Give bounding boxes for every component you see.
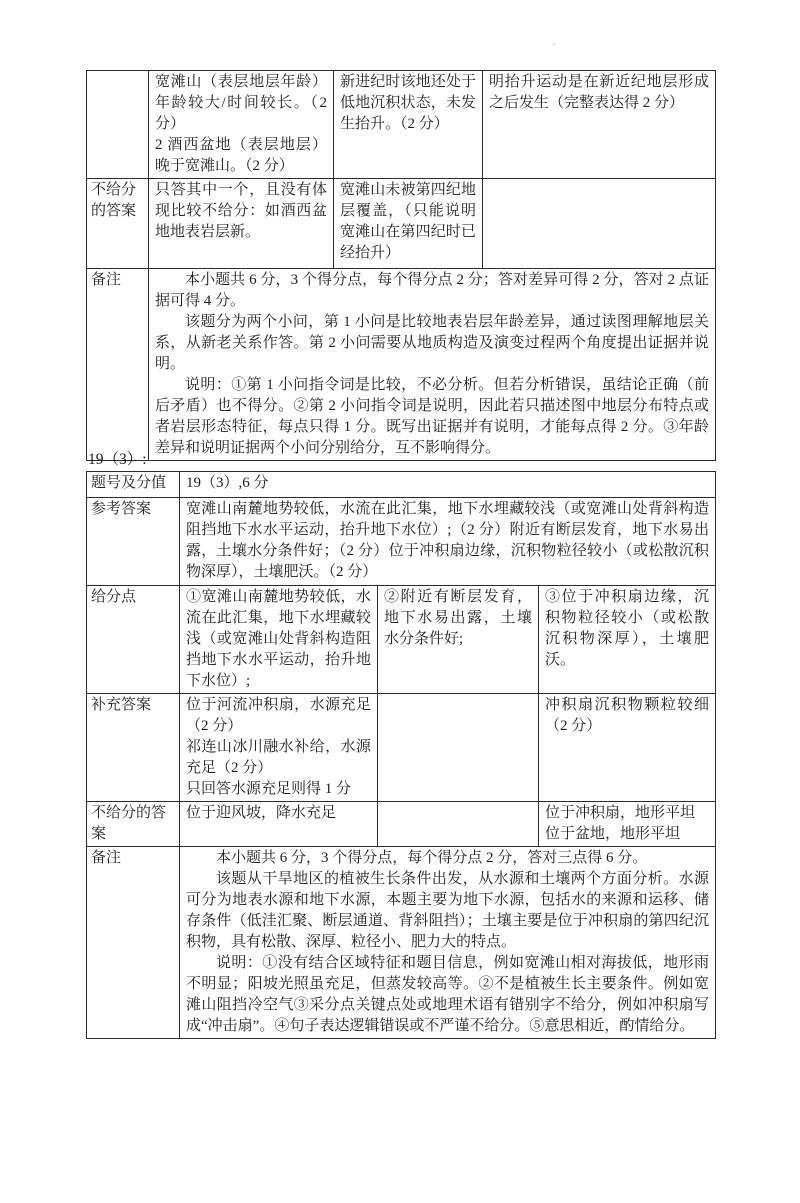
cell-question-info: 19（3）,6 分: [180, 472, 716, 498]
row-label-remark: 备注: [87, 269, 149, 461]
remark-paragraph: 该题分为两个小问，第 1 小问是比较地表岩层年龄差异，通过读图理解地层关系，从新老关系作答。第 2 小问需要从地质构造及演变过程两个角度提出证据并说明。: [155, 314, 709, 372]
supplementary-item: 祁连山冰川融水补给，水源充足（2 分）: [186, 739, 371, 776]
row-label-no-credit: 不给分的答案: [87, 802, 180, 847]
no-credit-item: 位于盆地，地形平坦: [545, 826, 681, 842]
answer-rubric-table-19-3: [86, 471, 716, 1039]
row-label-supplementary: 补充答案: [87, 694, 180, 802]
row-label-question-info: 题号及分值: [87, 472, 180, 498]
cell-remark: [180, 847, 716, 1039]
remark-paragraph: 说明：①没有结合区域特征和题目信息，例如宽滩山相对海拔低，地形雨不明显；阳坡光照虽充足，但蒸发较高等。②不是植被生长主要条件。例如宽滩山阻挡冷空气③采分点关键点处或地理术语有错别字不给分，例如冲积扇写成“冲击扇”。④句子表达逻辑错误或不严谨不给分。⑤意思相近，酌情给分。: [186, 955, 710, 1034]
row-label-scoring-points: 给分点: [87, 586, 180, 694]
supplementary-item: 只回答水源充足则得 1 分: [186, 781, 352, 797]
row-label-remark: 备注: [87, 847, 180, 1039]
cell-no-credit-1: 只答其中一个，且没有体现比较不给分：如酒西盆地地表岩层新。: [149, 179, 334, 269]
row-label-no-credit: 不给分的答案: [87, 179, 149, 269]
table-row-reference-answer: [87, 498, 716, 586]
table-row-remark: [87, 269, 716, 461]
cell-supplementary-1: [180, 694, 378, 802]
table-row-answers: [87, 71, 716, 179]
cell-answer-point-3: 明抬升运动是在新近纪地层形成之后发生（完整表达得 2 分）: [483, 71, 716, 179]
cell-reference-answer: 宽滩山南麓地势较低，水流在此汇集，地下水埋藏较浅（或宽滩山处背斜构造阻挡地下水水平运动，抬升地下水位）;（2 分）附近有断层发育，地下水易出露，土壤水分条件好；（2 分）位于冲积扇边缘，沉积物粒径较小（或松散沉积物深厚），土壤肥沃。（2 分）: [180, 498, 716, 586]
table-row-no-credit: [87, 179, 716, 269]
answer-item: 宽滩山（表层地层年龄）年龄较大/时间较长。（2 分）: [155, 74, 327, 132]
cell-answer-point-2: 新进纪时该地还处于低地沉积状态，未发生抬升。（2 分）: [334, 71, 483, 179]
remark-paragraph: 说明：①第 1 小问指令词是比较，不必分析。但若分析错误，虽结论正确（前后矛盾）也不得分。②第 2 小问指令词是说明，因此若只描述图中地层分布特点或者岩层形态特征，每点只得 1 分。既写出证据并有说明，才能每点得 2 分。③年龄差异和说明证据两个小问分别给分，互不影响得分。: [155, 377, 709, 456]
supplementary-item: 位于河流冲积扇，水源充足（2 分）: [186, 697, 371, 734]
remark-paragraph: 本小题共 6 分，3 个得分点，每个得分点 2 分；答对差异可得 2 分，答对 2 点证据可得 4 分。: [155, 272, 709, 309]
no-credit-item: 位于冲积扇，地形平坦: [545, 805, 696, 821]
cell-answer-point-1: [149, 71, 334, 179]
cell-scoring-point-1: ①宽滩山南麓地势较低，水流在此汇集，地下水埋藏较浅（或宽滩山处背斜构造阻挡地下水水平运动，抬升地下水位）;: [180, 586, 378, 694]
answer-rubric-table-continuation: [86, 70, 716, 461]
cell-remark: [149, 269, 716, 461]
remark-paragraph: 该题从干旱地区的植被生长条件出发，从水源和土壤两个方面分析。水源可分为地表水源和地下水源，本题主要为地下水源，包括水的来源和运移、储存条件（低洼汇聚、断层通道、背斜阻挡）；土壤主要是位于冲积扇的第四纪沉积物，具有松散、深厚、粒径小、肥力大的特点。: [186, 871, 710, 950]
table-row-supplementary-answers: [87, 694, 716, 802]
table-row-no-credit: [87, 802, 716, 847]
answer-item: 2 酒西盆地（表层地层）晚于宽滩山。（2 分）: [155, 137, 327, 174]
cell-scoring-point-3: ③位于冲积扇边缘，沉积物粒径较小（或松散沉积物深厚），土壤肥沃。: [539, 586, 716, 694]
table-row-remark: [87, 847, 716, 1039]
row-label-reference-answer: 参考答案: [87, 498, 180, 586]
table-row-question-info: [87, 472, 716, 498]
cell-scoring-point-2: ②附近有断层发育，地下水易出露，土壤水分条件好;: [378, 586, 539, 694]
cell-no-credit-3-empty: [483, 179, 716, 269]
cell-supplementary-2-empty: [378, 694, 539, 802]
remark-paragraph: 本小题共 6 分，3 个得分点，每个得分点 2 分，答对三点得 6 分。: [216, 850, 648, 866]
cell-no-credit-1: 位于迎风坡，降水充足: [180, 802, 378, 847]
cell-no-credit-2: 宽滩山未被第四纪地层覆盖，（只能说明宽滩山在第四纪时已经抬升）: [334, 179, 483, 269]
table-row-scoring-points: [87, 586, 716, 694]
cell-no-credit-2-empty: [378, 802, 539, 847]
cell-no-credit-3: [539, 802, 716, 847]
cell-supplementary-3: 冲积扇沉积物颗粒较细（2 分）: [539, 694, 716, 802]
row-label-cell-empty: [87, 71, 149, 179]
section-heading-19-3: 19（3）:: [88, 451, 147, 468]
stray-period-mark: .: [553, 37, 556, 47]
